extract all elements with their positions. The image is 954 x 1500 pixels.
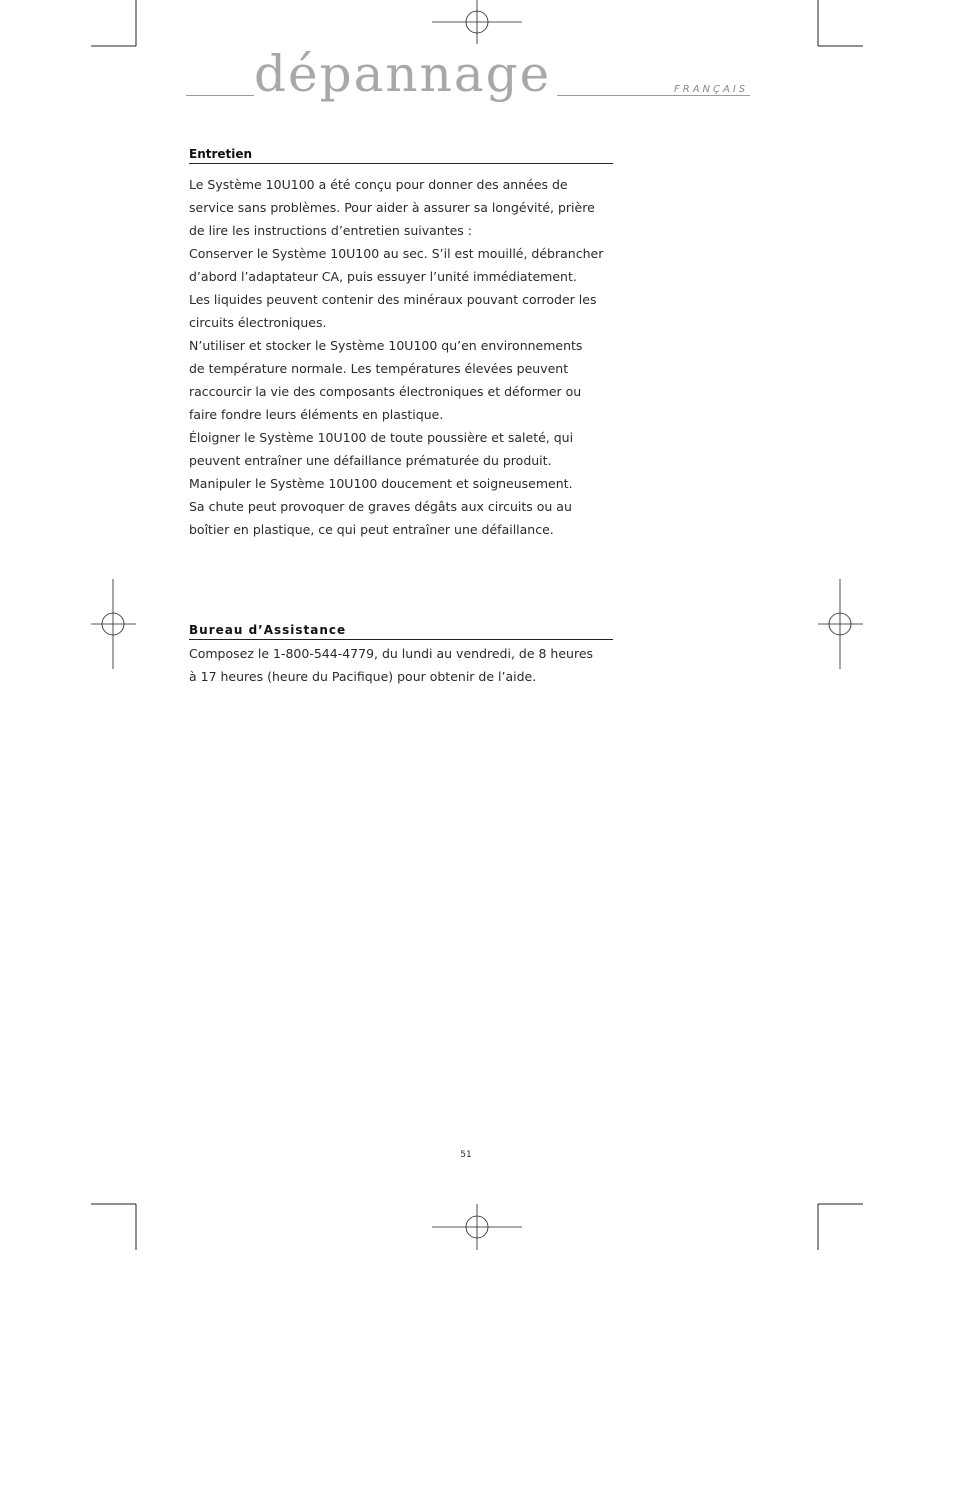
page-title: dépannage bbox=[254, 44, 557, 104]
section-body bbox=[189, 173, 613, 541]
page-number: 51 bbox=[460, 1150, 472, 1160]
section-heading: Bureau d’Assistance bbox=[189, 623, 613, 640]
section-heading: Entretien bbox=[189, 147, 613, 164]
paragraph-handling: Manipuler le Système 10U100 doucement et soigneusement. Sa chute peut provoquer de graves dégâts aux circuits ou au boîtier en plastique, ce qui peut entraîner une défaillance. bbox=[189, 476, 573, 537]
registration-mark-bottom bbox=[432, 1204, 522, 1250]
section-body bbox=[189, 642, 613, 688]
section-entretien bbox=[189, 147, 613, 541]
paragraph-contact: Composez le 1-800-544-4779, du lundi au vendredi, de 8 heures à 17 heures (heure du Pacifique) pour obtenir de l’aide. bbox=[189, 646, 594, 684]
registration-mark-left bbox=[91, 579, 136, 669]
paragraph-dry: Conserver le Système 10U100 au sec. S’il est mouillé, débrancher d’abord l’adaptateur CA, puis essuyer l’unité immédiatement. Les liquides peuvent contenir des minéraux pouvant corroder les circuits électroniques. bbox=[189, 246, 604, 330]
paragraph-dust: Éloigner le Système 10U100 de toute poussière et saleté, qui peuvent entraîner une défaillance prématurée du produit. bbox=[189, 430, 574, 468]
registration-mark-right bbox=[818, 579, 863, 669]
language-label: FRANÇAIS bbox=[674, 84, 749, 95]
paragraph-temperature: N’utiliser et stocker le Système 10U100 qu’en environnements de température normale. Les températures élevées peuvent raccourcir la vie des composants électroniques et déformer ou faire fondre leurs éléments en plastique. bbox=[189, 338, 583, 422]
section-bureau-assistance bbox=[189, 623, 613, 688]
paragraph-intro: Le Système 10U100 a été conçu pour donner des années de service sans problèmes. Pour aider à assurer sa longévité, prière de lire les instructions d’entretien suivantes : bbox=[189, 177, 595, 238]
registration-mark-top bbox=[432, 0, 522, 45]
